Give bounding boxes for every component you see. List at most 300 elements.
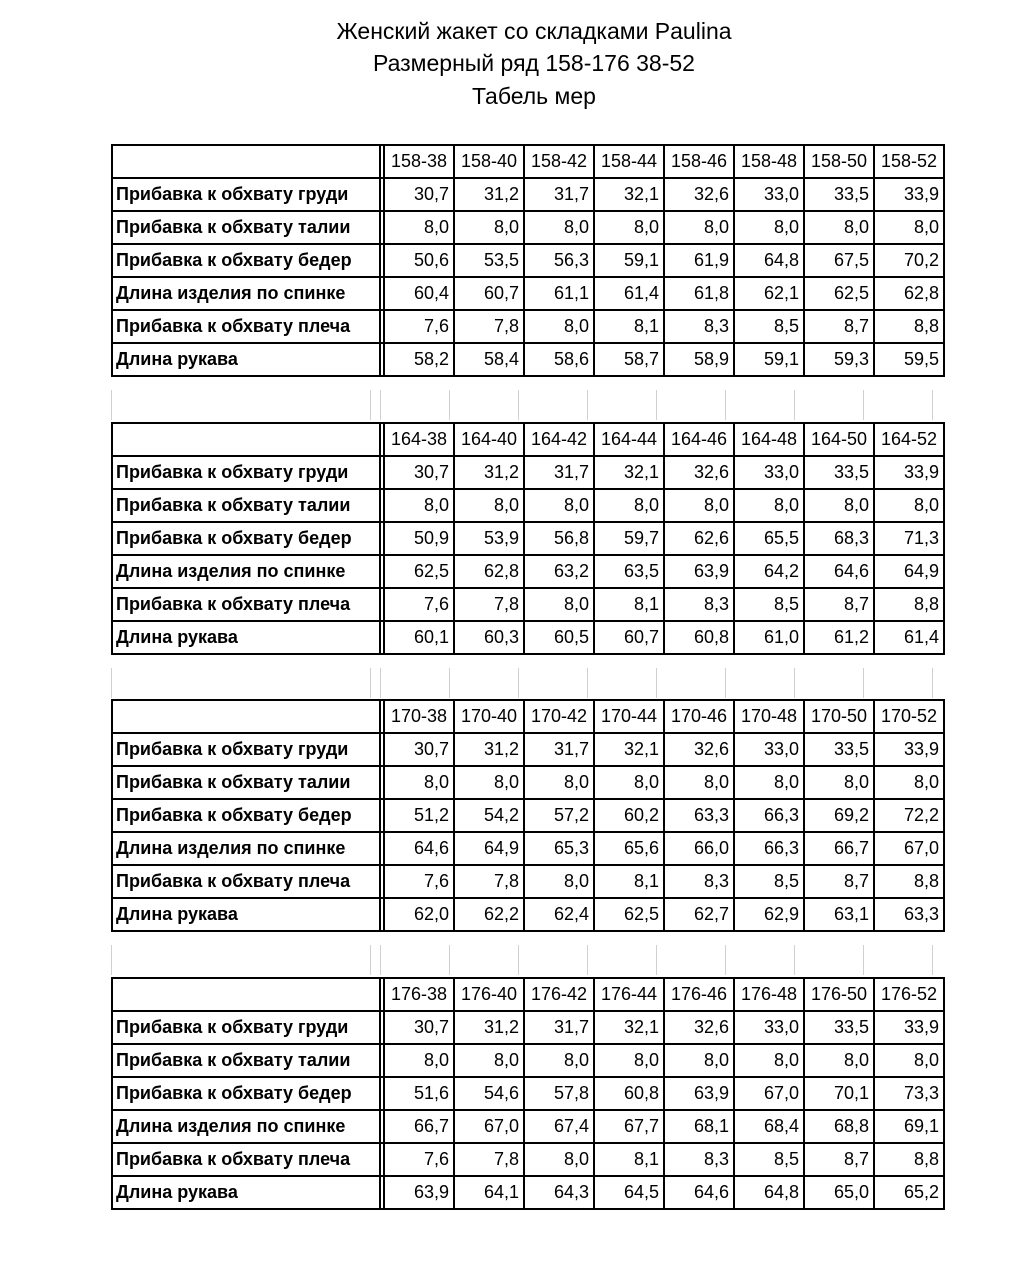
measurement-value: 8,5 — [734, 1143, 804, 1176]
size-header-cell: 176-48 — [734, 978, 804, 1011]
measurement-value: 8,0 — [734, 211, 804, 244]
measurement-value: 31,2 — [454, 178, 524, 211]
measurement-value: 73,3 — [874, 1077, 944, 1110]
measurement-value: 30,7 — [384, 733, 454, 766]
measurement-label: Длина рукава — [112, 621, 380, 654]
measurement-value: 8,0 — [664, 766, 734, 799]
table-row — [112, 1176, 944, 1209]
measurement-value: 69,2 — [804, 799, 874, 832]
table-separator — [111, 390, 933, 420]
measurement-label: Прибавка к обхвату бедер — [112, 244, 380, 277]
measurement-value: 30,7 — [384, 1011, 454, 1044]
measurement-value: 8,7 — [804, 588, 874, 621]
measurement-value: 8,0 — [384, 766, 454, 799]
measurement-value: 33,9 — [874, 456, 944, 489]
table-row — [112, 211, 944, 244]
measurement-value: 33,5 — [804, 456, 874, 489]
measurement-value: 56,3 — [524, 244, 594, 277]
measurement-value: 31,7 — [524, 1011, 594, 1044]
measurement-value: 30,7 — [384, 178, 454, 211]
measurement-value: 8,8 — [874, 310, 944, 343]
table-row — [112, 733, 944, 766]
measurement-value: 64,1 — [454, 1176, 524, 1209]
measurement-value: 64,6 — [384, 832, 454, 865]
measurement-value: 68,1 — [664, 1110, 734, 1143]
measurement-value: 57,8 — [524, 1077, 594, 1110]
measurement-value: 62,1 — [734, 277, 804, 310]
gridline — [587, 945, 588, 975]
gridline — [449, 668, 450, 698]
size-header-cell: 170-40 — [454, 700, 524, 733]
measurement-label: Прибавка к обхвату плеча — [112, 1143, 380, 1176]
measurement-label: Прибавка к обхвату плеча — [112, 588, 380, 621]
measurement-value: 8,0 — [874, 766, 944, 799]
measurement-value: 62,5 — [804, 277, 874, 310]
measurement-value: 7,6 — [384, 588, 454, 621]
gridline — [518, 668, 519, 698]
measurement-value: 54,6 — [454, 1077, 524, 1110]
gridline — [111, 390, 112, 420]
measurement-value: 60,3 — [454, 621, 524, 654]
measurement-value: 67,4 — [524, 1110, 594, 1143]
measurement-value: 60,7 — [454, 277, 524, 310]
measurement-value: 33,0 — [734, 1011, 804, 1044]
gridline — [932, 945, 933, 975]
measurement-value: 72,2 — [874, 799, 944, 832]
table-row — [112, 898, 944, 931]
table-row — [112, 799, 944, 832]
gridline — [111, 668, 112, 698]
size-header-cell: 170-48 — [734, 700, 804, 733]
table-row — [112, 1044, 944, 1077]
measurement-value: 58,2 — [384, 343, 454, 376]
measurement-value: 63,2 — [524, 555, 594, 588]
table-row — [112, 310, 944, 343]
measurement-value: 66,0 — [664, 832, 734, 865]
gridline — [863, 945, 864, 975]
measurement-value: 8,0 — [524, 489, 594, 522]
measurement-value: 60,8 — [594, 1077, 664, 1110]
size-header-cell: 176-44 — [594, 978, 664, 1011]
gridline — [587, 390, 588, 420]
size-header-cell: 170-44 — [594, 700, 664, 733]
measurement-value: 64,9 — [874, 555, 944, 588]
measurement-value: 8,3 — [664, 1143, 734, 1176]
measurement-value: 62,8 — [454, 555, 524, 588]
table-separator — [111, 668, 933, 698]
measurement-value: 61,8 — [664, 277, 734, 310]
measurement-value: 66,3 — [734, 799, 804, 832]
measurement-value: 58,6 — [524, 343, 594, 376]
measurement-label: Длина изделия по спинке — [112, 555, 380, 588]
measurement-value: 32,1 — [594, 456, 664, 489]
gridline — [370, 668, 371, 698]
measurement-value: 60,4 — [384, 277, 454, 310]
gridline — [370, 390, 371, 420]
measurement-value: 61,1 — [524, 277, 594, 310]
measurement-value: 54,2 — [454, 799, 524, 832]
table-row — [112, 489, 944, 522]
measurement-value: 57,2 — [524, 799, 594, 832]
measurement-value: 8,5 — [734, 588, 804, 621]
gridline — [370, 945, 371, 975]
measurement-value: 60,5 — [524, 621, 594, 654]
size-header-cell: 164-38 — [384, 423, 454, 456]
measurement-value: 33,9 — [874, 1011, 944, 1044]
size-header-cell: 176-38 — [384, 978, 454, 1011]
size-table-3 — [111, 699, 945, 932]
table-row — [112, 456, 944, 489]
measurement-value: 61,9 — [664, 244, 734, 277]
size-header-cell: 170-46 — [664, 700, 734, 733]
measurement-value: 8,0 — [524, 588, 594, 621]
table-row — [112, 832, 944, 865]
measurement-value: 8,0 — [524, 1143, 594, 1176]
measurement-value: 66,7 — [384, 1110, 454, 1143]
measurement-value: 8,8 — [874, 588, 944, 621]
gridline — [932, 390, 933, 420]
measurement-label: Длина рукава — [112, 343, 380, 376]
measurement-value: 58,4 — [454, 343, 524, 376]
size-header-row — [112, 978, 944, 1011]
size-header-row — [112, 423, 944, 456]
measurement-value: 8,1 — [594, 588, 664, 621]
measurement-value: 33,5 — [804, 733, 874, 766]
measurement-value: 62,5 — [384, 555, 454, 588]
gridline — [111, 945, 112, 975]
measurement-value: 61,0 — [734, 621, 804, 654]
measurement-label: Длина изделия по спинке — [112, 1110, 380, 1143]
measurement-value: 8,0 — [384, 1044, 454, 1077]
measurement-table-subtitle: Табель мер — [472, 83, 596, 109]
measurement-value: 8,0 — [384, 489, 454, 522]
measurement-value: 62,5 — [594, 898, 664, 931]
size-range-subtitle: Размерный ряд 158-176 38-52 — [373, 50, 695, 76]
measurement-value: 8,0 — [384, 211, 454, 244]
measurement-value: 31,7 — [524, 456, 594, 489]
gridline — [656, 668, 657, 698]
measurement-label: Прибавка к обхвату бедер — [112, 522, 380, 555]
measurement-value: 63,3 — [664, 799, 734, 832]
measurement-label: Прибавка к обхвату груди — [112, 1011, 380, 1044]
measurement-value: 31,2 — [454, 1011, 524, 1044]
measurement-value: 8,0 — [594, 766, 664, 799]
measurement-value: 32,1 — [594, 178, 664, 211]
measurement-label: Длина изделия по спинке — [112, 277, 380, 310]
header-empty-cell — [112, 700, 380, 733]
measurement-label: Прибавка к обхвату талии — [112, 766, 380, 799]
measurement-value: 32,1 — [594, 1011, 664, 1044]
measurement-value: 8,0 — [874, 211, 944, 244]
size-header-cell: 164-40 — [454, 423, 524, 456]
measurement-value: 33,0 — [734, 733, 804, 766]
measurement-value: 60,7 — [594, 621, 664, 654]
measurement-value: 67,0 — [454, 1110, 524, 1143]
gridline — [449, 390, 450, 420]
measurement-label: Длина рукава — [112, 1176, 380, 1209]
measurement-value: 53,9 — [454, 522, 524, 555]
measurement-value: 67,0 — [874, 832, 944, 865]
measurement-value: 53,5 — [454, 244, 524, 277]
measurement-value: 59,3 — [804, 343, 874, 376]
measurement-value: 8,0 — [664, 1044, 734, 1077]
measurement-value: 7,8 — [454, 1143, 524, 1176]
measurement-value: 7,8 — [454, 588, 524, 621]
table-row — [112, 1110, 944, 1143]
size-header-cell: 170-42 — [524, 700, 594, 733]
measurement-value: 56,8 — [524, 522, 594, 555]
gridline — [380, 668, 381, 698]
measurement-value: 64,6 — [804, 555, 874, 588]
measurement-value: 33,0 — [734, 456, 804, 489]
measurement-label: Прибавка к обхвату талии — [112, 489, 380, 522]
measurement-label: Прибавка к обхвату груди — [112, 733, 380, 766]
measurement-value: 31,2 — [454, 733, 524, 766]
header-empty-cell — [112, 145, 380, 178]
measurement-value: 8,8 — [874, 1143, 944, 1176]
measurement-value: 62,8 — [874, 277, 944, 310]
measurement-value: 8,0 — [524, 310, 594, 343]
measurement-label: Прибавка к обхвату плеча — [112, 310, 380, 343]
measurement-value: 63,9 — [384, 1176, 454, 1209]
gridline — [794, 390, 795, 420]
table-row — [112, 522, 944, 555]
size-header-cell: 176-42 — [524, 978, 594, 1011]
gridline — [656, 390, 657, 420]
measurement-value: 32,6 — [664, 1011, 734, 1044]
measurement-value: 32,6 — [664, 456, 734, 489]
measurement-label: Прибавка к обхвату бедер — [112, 1077, 380, 1110]
measurement-value: 70,2 — [874, 244, 944, 277]
size-header-cell: 170-38 — [384, 700, 454, 733]
size-header-cell: 176-46 — [664, 978, 734, 1011]
measurement-value: 8,0 — [874, 489, 944, 522]
measurement-value: 63,9 — [664, 555, 734, 588]
measurement-value: 65,6 — [594, 832, 664, 865]
measurement-value: 66,7 — [804, 832, 874, 865]
measurement-value: 30,7 — [384, 456, 454, 489]
measurement-value: 65,2 — [874, 1176, 944, 1209]
measurement-value: 8,0 — [594, 489, 664, 522]
table-row — [112, 277, 944, 310]
measurement-label: Прибавка к обхвату плеча — [112, 865, 380, 898]
size-header-cell: 176-50 — [804, 978, 874, 1011]
measurement-value: 8,0 — [454, 1044, 524, 1077]
gridline — [794, 668, 795, 698]
measurement-value: 31,2 — [454, 456, 524, 489]
gridline — [656, 945, 657, 975]
document-title: Женский жакет со складками Paulina — [336, 18, 732, 44]
size-header-cell: 170-52 — [874, 700, 944, 733]
measurement-value: 62,0 — [384, 898, 454, 931]
gridline — [587, 668, 588, 698]
gridline — [449, 945, 450, 975]
measurement-value: 8,0 — [874, 1044, 944, 1077]
size-header-cell: 158-46 — [664, 145, 734, 178]
measurement-value: 68,3 — [804, 522, 874, 555]
measurement-value: 8,0 — [524, 865, 594, 898]
size-header-cell: 158-40 — [454, 145, 524, 178]
measurement-value: 65,0 — [804, 1176, 874, 1209]
measurement-value: 60,1 — [384, 621, 454, 654]
measurement-label: Прибавка к обхвату бедер — [112, 799, 380, 832]
measurement-value: 8,7 — [804, 865, 874, 898]
measurement-value: 66,3 — [734, 832, 804, 865]
measurement-value: 8,0 — [454, 211, 524, 244]
size-header-row — [112, 700, 944, 733]
measurement-value: 33,0 — [734, 178, 804, 211]
measurement-value: 59,5 — [874, 343, 944, 376]
measurement-value: 65,5 — [734, 522, 804, 555]
measurement-value: 8,0 — [594, 1044, 664, 1077]
measurement-value: 64,5 — [594, 1176, 664, 1209]
gridline — [932, 668, 933, 698]
measurement-value: 31,7 — [524, 178, 594, 211]
measurement-value: 68,4 — [734, 1110, 804, 1143]
size-header-row — [112, 145, 944, 178]
measurement-value: 7,6 — [384, 1143, 454, 1176]
measurement-value: 70,1 — [804, 1077, 874, 1110]
measurement-value: 61,2 — [804, 621, 874, 654]
header-empty-cell — [112, 978, 380, 1011]
size-table-2 — [111, 422, 945, 655]
measurement-value: 50,6 — [384, 244, 454, 277]
measurement-value: 61,4 — [874, 621, 944, 654]
measurement-value: 8,0 — [734, 1044, 804, 1077]
gridline — [725, 668, 726, 698]
size-header-cell: 158-42 — [524, 145, 594, 178]
measurement-value: 68,8 — [804, 1110, 874, 1143]
measurement-value: 8,0 — [804, 766, 874, 799]
measurement-value: 62,7 — [664, 898, 734, 931]
measurement-value: 71,3 — [874, 522, 944, 555]
measurement-value: 64,6 — [664, 1176, 734, 1209]
measurement-label: Прибавка к обхвату талии — [112, 211, 380, 244]
measurement-value: 61,4 — [594, 277, 664, 310]
size-header-cell: 176-52 — [874, 978, 944, 1011]
size-header-cell: 158-44 — [594, 145, 664, 178]
table-row — [112, 865, 944, 898]
measurement-value: 64,9 — [454, 832, 524, 865]
size-header-cell: 170-50 — [804, 700, 874, 733]
measurement-value: 8,0 — [804, 211, 874, 244]
gridline — [863, 390, 864, 420]
measurement-value: 31,7 — [524, 733, 594, 766]
measurement-value: 58,7 — [594, 343, 664, 376]
measurement-value: 8,0 — [454, 766, 524, 799]
size-header-cell: 158-50 — [804, 145, 874, 178]
measurement-label: Прибавка к обхвату талии — [112, 1044, 380, 1077]
measurement-value: 64,8 — [734, 1176, 804, 1209]
measurement-value: 7,6 — [384, 865, 454, 898]
table-row — [112, 621, 944, 654]
gridline — [518, 945, 519, 975]
measurement-value: 50,9 — [384, 522, 454, 555]
size-table-1 — [111, 144, 945, 377]
size-header-cell: 164-42 — [524, 423, 594, 456]
size-header-cell: 164-48 — [734, 423, 804, 456]
measurement-value: 62,6 — [664, 522, 734, 555]
size-header-cell: 164-46 — [664, 423, 734, 456]
table-row — [112, 555, 944, 588]
gridline — [380, 390, 381, 420]
measurement-value: 8,1 — [594, 1143, 664, 1176]
measurement-value: 33,9 — [874, 178, 944, 211]
measurement-value: 58,9 — [664, 343, 734, 376]
table-row — [112, 244, 944, 277]
measurement-value: 8,0 — [524, 766, 594, 799]
measurement-value: 63,9 — [664, 1077, 734, 1110]
measurement-value: 51,6 — [384, 1077, 454, 1110]
measurement-value: 8,5 — [734, 865, 804, 898]
measurement-value: 8,8 — [874, 865, 944, 898]
measurement-value: 8,5 — [734, 310, 804, 343]
measurement-value: 59,7 — [594, 522, 664, 555]
measurement-value: 63,3 — [874, 898, 944, 931]
size-header-cell: 158-48 — [734, 145, 804, 178]
measurement-value: 7,8 — [454, 865, 524, 898]
measurement-value: 63,5 — [594, 555, 664, 588]
measurement-value: 8,0 — [524, 1044, 594, 1077]
measurement-value: 7,8 — [454, 310, 524, 343]
measurement-value: 33,5 — [804, 1011, 874, 1044]
measurement-value: 67,0 — [734, 1077, 804, 1110]
measurement-value: 62,9 — [734, 898, 804, 931]
measurement-value: 62,2 — [454, 898, 524, 931]
table-row — [112, 1011, 944, 1044]
size-header-cell: 164-52 — [874, 423, 944, 456]
measurement-value: 33,9 — [874, 733, 944, 766]
measurement-value: 59,1 — [734, 343, 804, 376]
measurement-value: 59,1 — [594, 244, 664, 277]
table-row — [112, 1143, 944, 1176]
table-row — [112, 178, 944, 211]
measurement-value: 8,7 — [804, 1143, 874, 1176]
measurement-value: 8,1 — [594, 310, 664, 343]
size-header-cell: 176-40 — [454, 978, 524, 1011]
measurement-value: 32,6 — [664, 733, 734, 766]
measurement-value: 8,0 — [524, 211, 594, 244]
measurement-value: 8,0 — [804, 1044, 874, 1077]
measurement-value: 33,5 — [804, 178, 874, 211]
measurement-value: 60,2 — [594, 799, 664, 832]
table-row — [112, 1077, 944, 1110]
measurement-value: 64,2 — [734, 555, 804, 588]
gridline — [794, 945, 795, 975]
measurement-label: Длина рукава — [112, 898, 380, 931]
size-header-cell: 164-50 — [804, 423, 874, 456]
measurement-value: 8,3 — [664, 588, 734, 621]
gridline — [380, 945, 381, 975]
size-header-cell: 158-52 — [874, 145, 944, 178]
measurement-value: 8,3 — [664, 310, 734, 343]
measurement-value: 65,3 — [524, 832, 594, 865]
measurement-value: 8,0 — [594, 211, 664, 244]
measurement-value: 64,8 — [734, 244, 804, 277]
size-header-cell: 158-38 — [384, 145, 454, 178]
measurement-value: 62,4 — [524, 898, 594, 931]
table-separator — [111, 945, 933, 975]
measurement-value: 8,0 — [664, 211, 734, 244]
measurement-label: Прибавка к обхвату груди — [112, 456, 380, 489]
gridline — [518, 390, 519, 420]
measurement-value: 60,8 — [664, 621, 734, 654]
size-header-cell: 164-44 — [594, 423, 664, 456]
measurement-value: 64,3 — [524, 1176, 594, 1209]
measurement-value: 8,7 — [804, 310, 874, 343]
measurement-value: 8,0 — [454, 489, 524, 522]
measurement-value: 8,0 — [734, 766, 804, 799]
